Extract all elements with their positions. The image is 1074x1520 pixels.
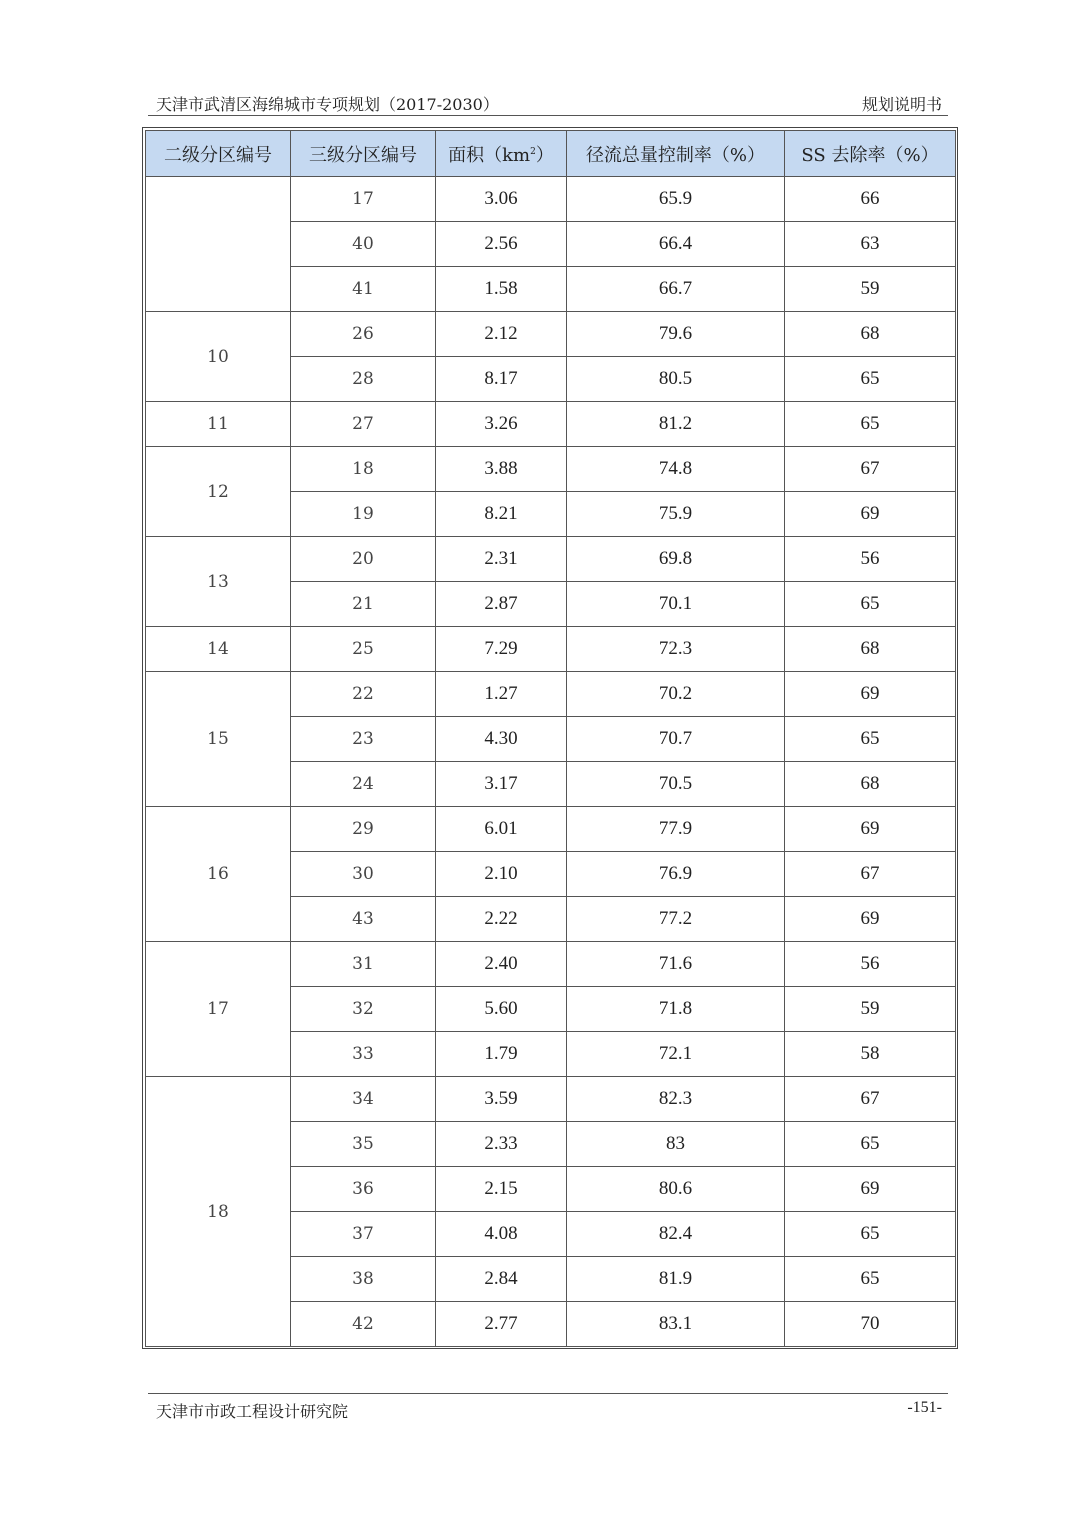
zone3-cell: 18 (291, 447, 436, 492)
document-title: 天津市武清区海绵城市专项规划（2017-2030） (156, 95, 499, 114)
runoff-rate-cell: 74.8 (567, 447, 785, 492)
document-type: 规划说明书 (861, 95, 942, 114)
ss-removal-cell: 69 (785, 897, 956, 942)
runoff-rate-cell: 83.1 (567, 1302, 785, 1347)
zone2-cell: 14 (146, 627, 291, 672)
runoff-rate-cell: 82.4 (567, 1212, 785, 1257)
runoff-rate-cell: 72.3 (567, 627, 785, 672)
area-cell: 2.33 (436, 1122, 567, 1167)
zone3-cell: 28 (291, 357, 436, 402)
page-footer (148, 1393, 948, 1424)
zone3-cell: 40 (291, 222, 436, 267)
ss-removal-cell: 65 (785, 582, 956, 627)
runoff-rate-cell: 80.5 (567, 357, 785, 402)
area-cell: 2.12 (436, 312, 567, 357)
area-cell: 3.17 (436, 762, 567, 807)
zone3-cell: 43 (291, 897, 436, 942)
zone2-cell: 18 (146, 1077, 291, 1347)
area-cell: 1.27 (436, 672, 567, 717)
ss-removal-cell: 69 (785, 1167, 956, 1212)
runoff-rate-cell: 66.4 (567, 222, 785, 267)
runoff-rate-cell: 81.9 (567, 1257, 785, 1302)
zone2-cell: 10 (146, 312, 291, 402)
zone2-cell (146, 177, 291, 312)
data-table-frame (142, 127, 958, 1349)
zone2-cell: 12 (146, 447, 291, 537)
column-header-ss: SS 去除率（%） (785, 131, 956, 177)
runoff-rate-cell: 71.6 (567, 942, 785, 987)
area-cell: 8.21 (436, 492, 567, 537)
table-row (146, 537, 956, 582)
column-header-runoff: 径流总量控制率（%） (567, 131, 785, 177)
zone3-cell: 29 (291, 807, 436, 852)
table-row (146, 672, 956, 717)
zone3-cell: 35 (291, 1122, 436, 1167)
ss-removal-cell: 65 (785, 1122, 956, 1167)
zone3-cell: 23 (291, 717, 436, 762)
area-cell: 8.17 (436, 357, 567, 402)
ss-removal-cell: 67 (785, 852, 956, 897)
ss-removal-cell: 70 (785, 1302, 956, 1347)
zone3-cell: 19 (291, 492, 436, 537)
zone3-cell: 36 (291, 1167, 436, 1212)
runoff-rate-cell: 72.1 (567, 1032, 785, 1077)
runoff-rate-cell: 65.9 (567, 177, 785, 222)
runoff-rate-cell: 77.9 (567, 807, 785, 852)
ss-removal-cell: 67 (785, 447, 956, 492)
area-cell: 2.31 (436, 537, 567, 582)
table-row (146, 627, 956, 672)
zone3-cell: 37 (291, 1212, 436, 1257)
zone3-cell: 20 (291, 537, 436, 582)
ss-removal-cell: 56 (785, 537, 956, 582)
zone3-cell: 21 (291, 582, 436, 627)
zone3-cell: 33 (291, 1032, 436, 1077)
area-cell: 4.08 (436, 1212, 567, 1257)
ss-removal-cell: 67 (785, 1077, 956, 1122)
page-number: -151- (907, 1399, 942, 1416)
zone3-cell: 41 (291, 267, 436, 312)
table-row (146, 312, 956, 357)
zone3-cell: 25 (291, 627, 436, 672)
runoff-rate-cell: 71.8 (567, 987, 785, 1032)
zone3-cell: 17 (291, 177, 436, 222)
ss-removal-cell: 69 (785, 492, 956, 537)
zone3-cell: 30 (291, 852, 436, 897)
ss-removal-cell: 56 (785, 942, 956, 987)
zone2-cell: 11 (146, 402, 291, 447)
table-row (146, 177, 956, 222)
zone2-cell: 16 (146, 807, 291, 942)
area-cell: 5.60 (436, 987, 567, 1032)
area-cell: 6.01 (436, 807, 567, 852)
table-row (146, 942, 956, 987)
area-cell: 1.79 (436, 1032, 567, 1077)
runoff-rate-cell: 83 (567, 1122, 785, 1167)
zone2-cell: 15 (146, 672, 291, 807)
area-cell: 2.40 (436, 942, 567, 987)
area-cell: 3.88 (436, 447, 567, 492)
ss-removal-cell: 69 (785, 672, 956, 717)
area-cell: 7.29 (436, 627, 567, 672)
zone3-cell: 24 (291, 762, 436, 807)
ss-removal-cell: 65 (785, 402, 956, 447)
ss-removal-cell: 65 (785, 717, 956, 762)
zone2-cell: 13 (146, 537, 291, 627)
area-cell: 2.84 (436, 1257, 567, 1302)
ss-removal-cell: 68 (785, 762, 956, 807)
area-cell: 3.06 (436, 177, 567, 222)
zone3-cell: 34 (291, 1077, 436, 1122)
runoff-rate-cell: 75.9 (567, 492, 785, 537)
area-header-suffix: ） (535, 144, 554, 166)
area-header-text: 面积（km (448, 144, 531, 166)
institute-name: 天津市市政工程设计研究院 (156, 1402, 349, 1421)
ss-removal-cell: 59 (785, 267, 956, 312)
ss-removal-cell: 65 (785, 1212, 956, 1257)
zone-data-table (145, 130, 956, 1347)
ss-removal-cell: 68 (785, 627, 956, 672)
ss-removal-cell: 58 (785, 1032, 956, 1077)
runoff-rate-cell: 79.6 (567, 312, 785, 357)
runoff-rate-cell: 76.9 (567, 852, 785, 897)
table-row (146, 1077, 956, 1122)
area-cell: 2.56 (436, 222, 567, 267)
area-cell: 4.30 (436, 717, 567, 762)
ss-removal-cell: 66 (785, 177, 956, 222)
area-cell: 2.15 (436, 1167, 567, 1212)
ss-removal-cell: 65 (785, 1257, 956, 1302)
zone3-cell: 32 (291, 987, 436, 1032)
column-header-zone3: 三级分区编号 (291, 131, 436, 177)
zone3-cell: 26 (291, 312, 436, 357)
runoff-rate-cell: 82.3 (567, 1077, 785, 1122)
runoff-rate-cell: 70.7 (567, 717, 785, 762)
zone3-cell: 22 (291, 672, 436, 717)
column-header-zone2: 二级分区编号 (146, 131, 291, 177)
runoff-rate-cell: 80.6 (567, 1167, 785, 1212)
runoff-rate-cell: 66.7 (567, 267, 785, 312)
area-cell: 1.58 (436, 267, 567, 312)
zone3-cell: 27 (291, 402, 436, 447)
ss-removal-cell: 69 (785, 807, 956, 852)
area-cell: 2.22 (436, 897, 567, 942)
ss-removal-cell: 65 (785, 357, 956, 402)
zone3-cell: 42 (291, 1302, 436, 1347)
runoff-rate-cell: 69.8 (567, 537, 785, 582)
zone3-cell: 38 (291, 1257, 436, 1302)
runoff-rate-cell: 70.5 (567, 762, 785, 807)
table-body (146, 177, 956, 1347)
runoff-rate-cell: 77.2 (567, 897, 785, 942)
runoff-rate-cell: 70.1 (567, 582, 785, 627)
runoff-rate-cell: 70.2 (567, 672, 785, 717)
ss-removal-cell: 59 (785, 987, 956, 1032)
runoff-rate-cell: 81.2 (567, 402, 785, 447)
ss-removal-cell: 68 (785, 312, 956, 357)
table-row (146, 402, 956, 447)
zone2-cell: 17 (146, 942, 291, 1077)
ss-removal-cell: 63 (785, 222, 956, 267)
area-cell: 2.77 (436, 1302, 567, 1347)
zone3-cell: 31 (291, 942, 436, 987)
area-cell: 2.10 (436, 852, 567, 897)
table-row (146, 807, 956, 852)
page-header (148, 88, 948, 116)
area-unit-superscript: 2 (530, 146, 536, 157)
table-header-row (146, 131, 956, 177)
area-cell: 3.59 (436, 1077, 567, 1122)
area-cell: 3.26 (436, 402, 567, 447)
table-row (146, 447, 956, 492)
column-header-area (436, 131, 567, 177)
area-cell: 2.87 (436, 582, 567, 627)
